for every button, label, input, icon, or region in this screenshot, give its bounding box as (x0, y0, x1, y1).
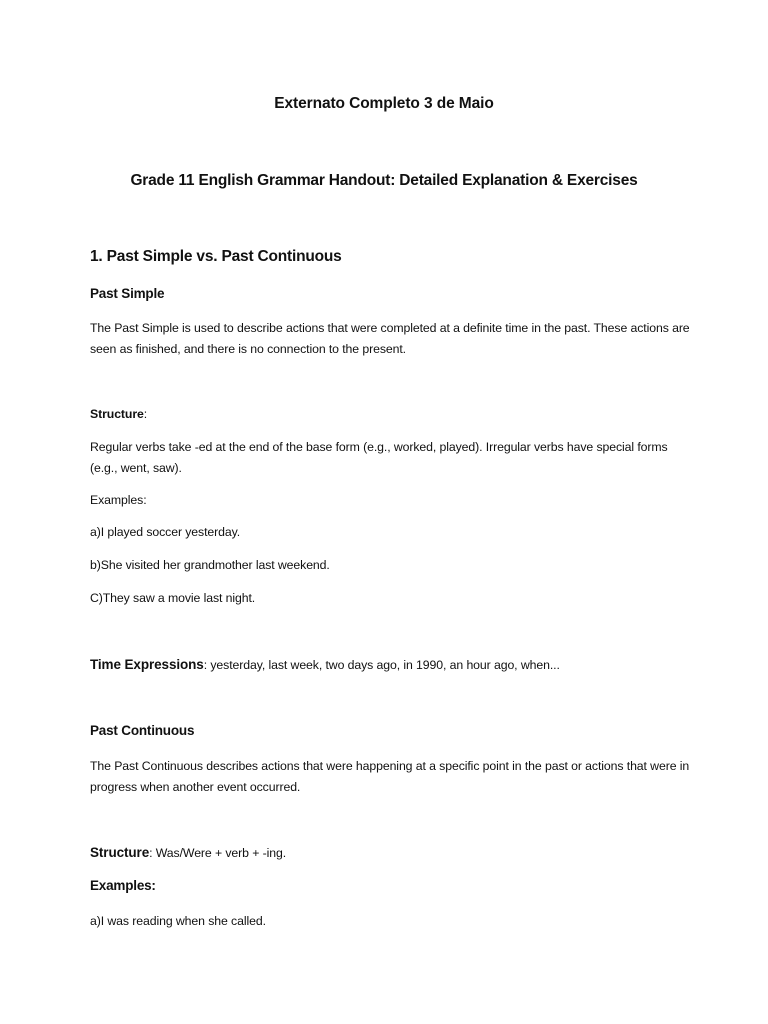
structure-text: : Was/Were + verb + -ing. (149, 846, 287, 860)
past-simple-structure-label-line (90, 404, 147, 424)
past-simple-structure-text: Regular verbs take -ed at the end of the base form (e.g., worked, played). Irregular verbs have special forms (e.g., went, saw). (90, 440, 668, 475)
example-item: b)She visited her grandmother last weekend. (90, 558, 330, 572)
past-continuous-description: The Past Continuous describes actions that were happening at a specific point in the past or actions that were in progress when another event occurred. (90, 759, 690, 794)
time-expressions-label: Time Expressions (90, 657, 204, 672)
structure-colon: : (143, 407, 148, 421)
past-continuous-examples-label: Examples: (90, 878, 156, 893)
example-item: a)I was reading when she called. (90, 914, 266, 928)
example-item: C)They saw a movie last night. (90, 591, 256, 605)
school-name: Externato Completo 3 de Maio (274, 95, 494, 112)
time-expressions-text: : yesterday, last week, two days ago, in 1990, an hour ago, when... (203, 658, 560, 672)
structure-label: Structure (90, 845, 150, 860)
example-item: a)I played soccer yesterday. (90, 525, 241, 539)
past-simple-description: The Past Simple is used to describe actions that were completed at a definite time in the past. These actions are seen as finished, and there is no connection to the present. (90, 321, 690, 356)
past-continuous-structure-line (90, 843, 286, 863)
structure-label: Structure (90, 407, 144, 421)
section-heading: 1. Past Simple vs. Past Continuous (90, 248, 342, 265)
past-simple-examples-label: Examples: (90, 493, 147, 507)
past-continuous-heading: Past Continuous (90, 723, 195, 738)
time-expressions-line (90, 655, 560, 675)
past-simple-heading: Past Simple (90, 286, 165, 301)
handout-title: Grade 11 English Grammar Handout: Detailed Explanation & Exercises (130, 172, 638, 189)
